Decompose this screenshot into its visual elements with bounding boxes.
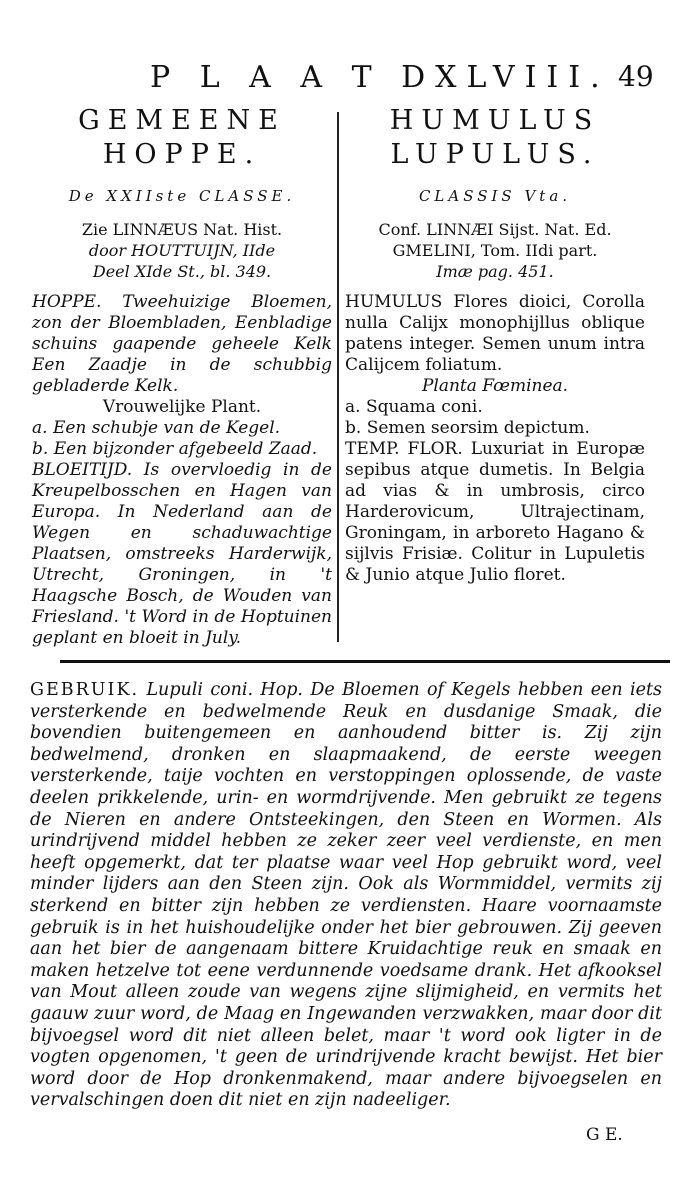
- dutch-item-b: b. Een bijzonder afgebeeld Zaad.: [32, 439, 318, 459]
- latin-genus-name-line1: HUMULUS: [389, 105, 601, 136]
- dutch-bloeitijd: BLOEITIJD. Is overvloedig in de Kreupelbosschen en Hagen van Europa. In Nederland aan de Wegen en schaduwachtige Plaatsen, omstreeks Harderwijk, Utrecht, Groningen, in 't Haagsche Bosch, de Wouden van Friesland. 't Word in de Hoptuinen geplant en bloeit in July.: [32, 460, 332, 648]
- latin-description-text: HUMULUS Flores dioici, Corolla nulla Calijx monophijllus oblique patens integer. Semen unum intra Calijcem foliatum.: [345, 292, 645, 375]
- dutch-description-text: HOPPE. Tweehuizige Bloemen, zon der Bloembladen, Eenbladige schuins gaapende geheele Kelk Een Zaadje in de schubbig gebladerde Kelk.: [32, 292, 332, 396]
- dutch-classe: De XXIIste CLASSE.: [68, 187, 296, 205]
- page-header: [150, 60, 670, 95]
- page-number: 49: [618, 60, 654, 93]
- latin-reference-line2: GMELINI, Tom. IIdi part.: [392, 241, 598, 260]
- latin-column: [345, 104, 645, 586]
- gebruik-label: GEBRUIK.: [30, 680, 140, 700]
- latin-description: [345, 292, 645, 586]
- dutch-reference-line1: Zie LINNÆUS Nat. Hist.: [81, 220, 283, 239]
- latin-plant-type: Planta Fœminea.: [421, 376, 569, 396]
- gebruik-text: Lupuli coni. Hop. De Bloemen of Kegels hebben een iets versterkende en bedwelmende Reuk en dusdanige Smaak, die bovendien buitengemeen en aanhoudend bitter is. Zij zijn bedwelmend, dronken en slaapmaakend, de eerste weegen versterkende, taije vochten en verstoppingen oplossende, de vaste deelen prikkelende, urin- en wormdrijvende. Men gebruikt ze tegens de Nieren en andere Ontsteekingen, den Steen en Wormen. Als urindrijvend middel hebben ze zeker zeer veel verdienste, en men heeft opgemerkt, dat ter plaatse waar veel Hop gebruikt word, veel minder lijders aan den Steen zijn. Ook als Wormmiddel, vermits zij sterkend en bitter zijn hebben ze verdiensten. Haare voornaamste gebruik is in het huishoudelijke onder het bier gebrouwen. Zij geeven aan het bier de aangenaam bittere Kruidachtige reuk en smaak en maken hetzelve tot eene verdunnende voedsame drank. Het afkooksel van Mout alleen zoude van wegens zijne slijmigheid, en vermits het gaauw zuur word, de Maag en Ingewanden verzwakken, maar door dit bijvoegsel word dit niet alleen belet, maar 't word ook ligter in de vogten opgenomen, 't geen de urindrijvende kracht bewijst. Het bier word door de Hop dronkenmakend, maar andere bijvoegselen en vervalschingen doen dit niet en zijn nadeeliger.: [30, 680, 662, 1111]
- dutch-reference: [32, 219, 332, 282]
- dutch-description: [32, 292, 332, 649]
- dutch-reference-line3: Deel XIde St., bl. 349.: [92, 262, 272, 281]
- latin-item-b: b. Semen seorsim depictum.: [345, 418, 590, 438]
- latin-item-a: a. Squama coni.: [345, 397, 483, 417]
- latin-temp-flor: TEMP. FLOR. Luxuriat in Europæ sepibus atque dumetis. In Belgia ad vias & in umbrosis, circo Harderovicum, Ultrajectinam, Groningam, in arboreto Hagano & sijlvis Frisiæ. Colitur in Lupuletis & Junio atque Julio floret.: [345, 439, 645, 585]
- latin-reference-line1: Conf. LINNÆI Sijst. Nat. Ed.: [378, 220, 612, 239]
- dutch-genus-name-line2: HOPPE.: [102, 139, 262, 170]
- dutch-plant-type: Vrouwelijke Plant.: [102, 397, 262, 417]
- dutch-item-a: a. Een schubje van de Kegel.: [32, 418, 281, 438]
- latin-reference-line3: Imæ pag. 451.: [436, 262, 554, 281]
- latin-reference: [345, 219, 645, 282]
- dutch-column: [32, 104, 332, 649]
- latin-classis: CLASSIS Vta.: [418, 187, 572, 205]
- dutch-genus-name-line1: GEMEENE: [78, 105, 286, 136]
- catchword: G E.: [586, 1125, 623, 1145]
- section-rule: [60, 660, 670, 663]
- column-divider: [337, 112, 339, 642]
- dutch-reference-line2: door HOUTTUIJN, IIde: [88, 241, 276, 260]
- latin-genus-name-line2: LUPULUS.: [390, 139, 600, 170]
- gebruik-section: [30, 680, 662, 1112]
- plate-title: P L A A T DXLVIII.: [150, 60, 610, 95]
